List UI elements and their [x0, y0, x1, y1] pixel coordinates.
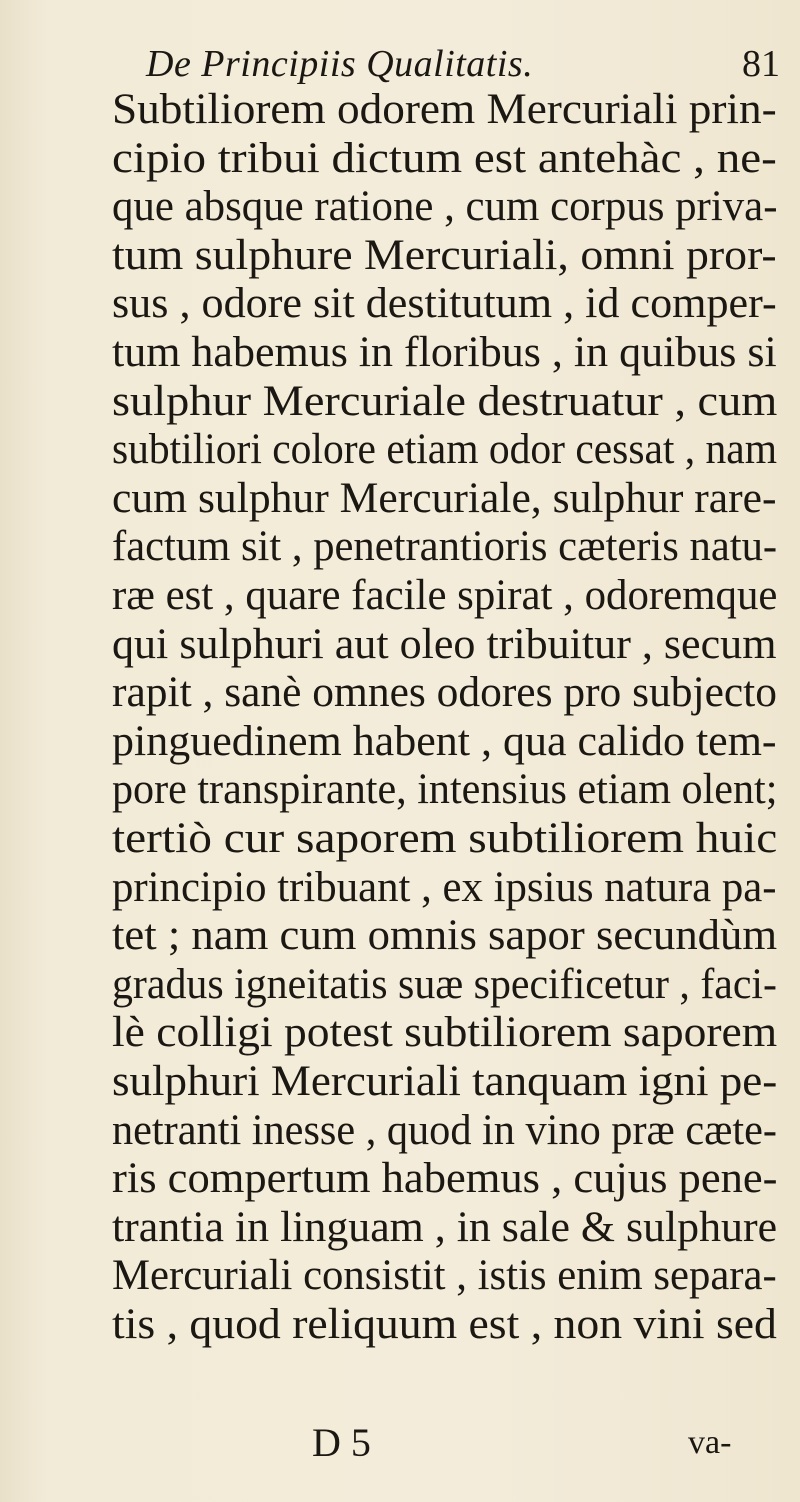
- text-line: Subtiliorem odorem Mercuriali prin-: [112, 86, 777, 133]
- signature-mark: D 5: [312, 1420, 371, 1465]
- text-line: tum sulphure Mercuriali, omni pror-: [112, 231, 777, 279]
- text-line: ris compertum habemus , cujus pene-: [112, 1155, 778, 1203]
- text-line: sus , odore sit destitutum , id comper-: [112, 280, 777, 328]
- page-number: 81: [742, 43, 780, 85]
- text-line: sulphur Mercuriale destruatur , cum: [112, 377, 778, 425]
- text-line: tertiò cur saporem subtiliorem huic: [112, 815, 778, 862]
- text-line: subtiliori colore etiam odor cessat , nam: [112, 426, 778, 474]
- text-line: cum sulphur Mercuriale, sulphur rare-: [112, 474, 777, 522]
- text-line: trantia in linguam , in sale & sulphure: [112, 1203, 778, 1251]
- text-line: factum sit , penetrantioris cæteris natu-: [112, 523, 778, 571]
- text-line: Mercuriali consistit , istis enim separa-: [112, 1252, 777, 1300]
- text-line: pore transpirante, intensius etiam olent;: [112, 766, 778, 814]
- text-line: principio tribuant , ex ipsius natura pa-: [112, 863, 777, 911]
- text-line: tis , quod reliquum est , non vini sed: [112, 1301, 777, 1348]
- text-line: ræ est , quare facile spirat , odoremque: [112, 572, 778, 619]
- catchword: va-: [688, 1424, 732, 1461]
- text-line: cipio tribui dictum est antehàc , ne-: [112, 134, 777, 182]
- text-line: qui sulphuri aut oleo tribuitur , secum: [112, 620, 777, 668]
- text-line: gradus igneitatis suæ specificetur , faci-: [112, 960, 778, 1008]
- text-line: pinguedinem habent , qua calido tem-: [112, 717, 777, 765]
- text-line: tet ; nam cum omnis sapor secundùm: [112, 912, 778, 960]
- text-line: tum habemus in floribus , in quibus si: [112, 329, 777, 376]
- text-line: netranti inesse , quod in vino præ cæte-: [112, 1106, 777, 1154]
- running-title: De Principiis Qualitatis.: [146, 43, 534, 85]
- text-line: que absque ratione , cum corpus priva-: [112, 183, 778, 231]
- text-line: sulphuri Mercuriali tanquam igni pe-: [112, 1058, 778, 1105]
- text-line: lè colligi potest subtiliorem saporem: [112, 1009, 778, 1057]
- text-line: rapit , sanè omnes odores pro subjecto: [112, 669, 777, 717]
- page-footer: [0, 1418, 800, 1478]
